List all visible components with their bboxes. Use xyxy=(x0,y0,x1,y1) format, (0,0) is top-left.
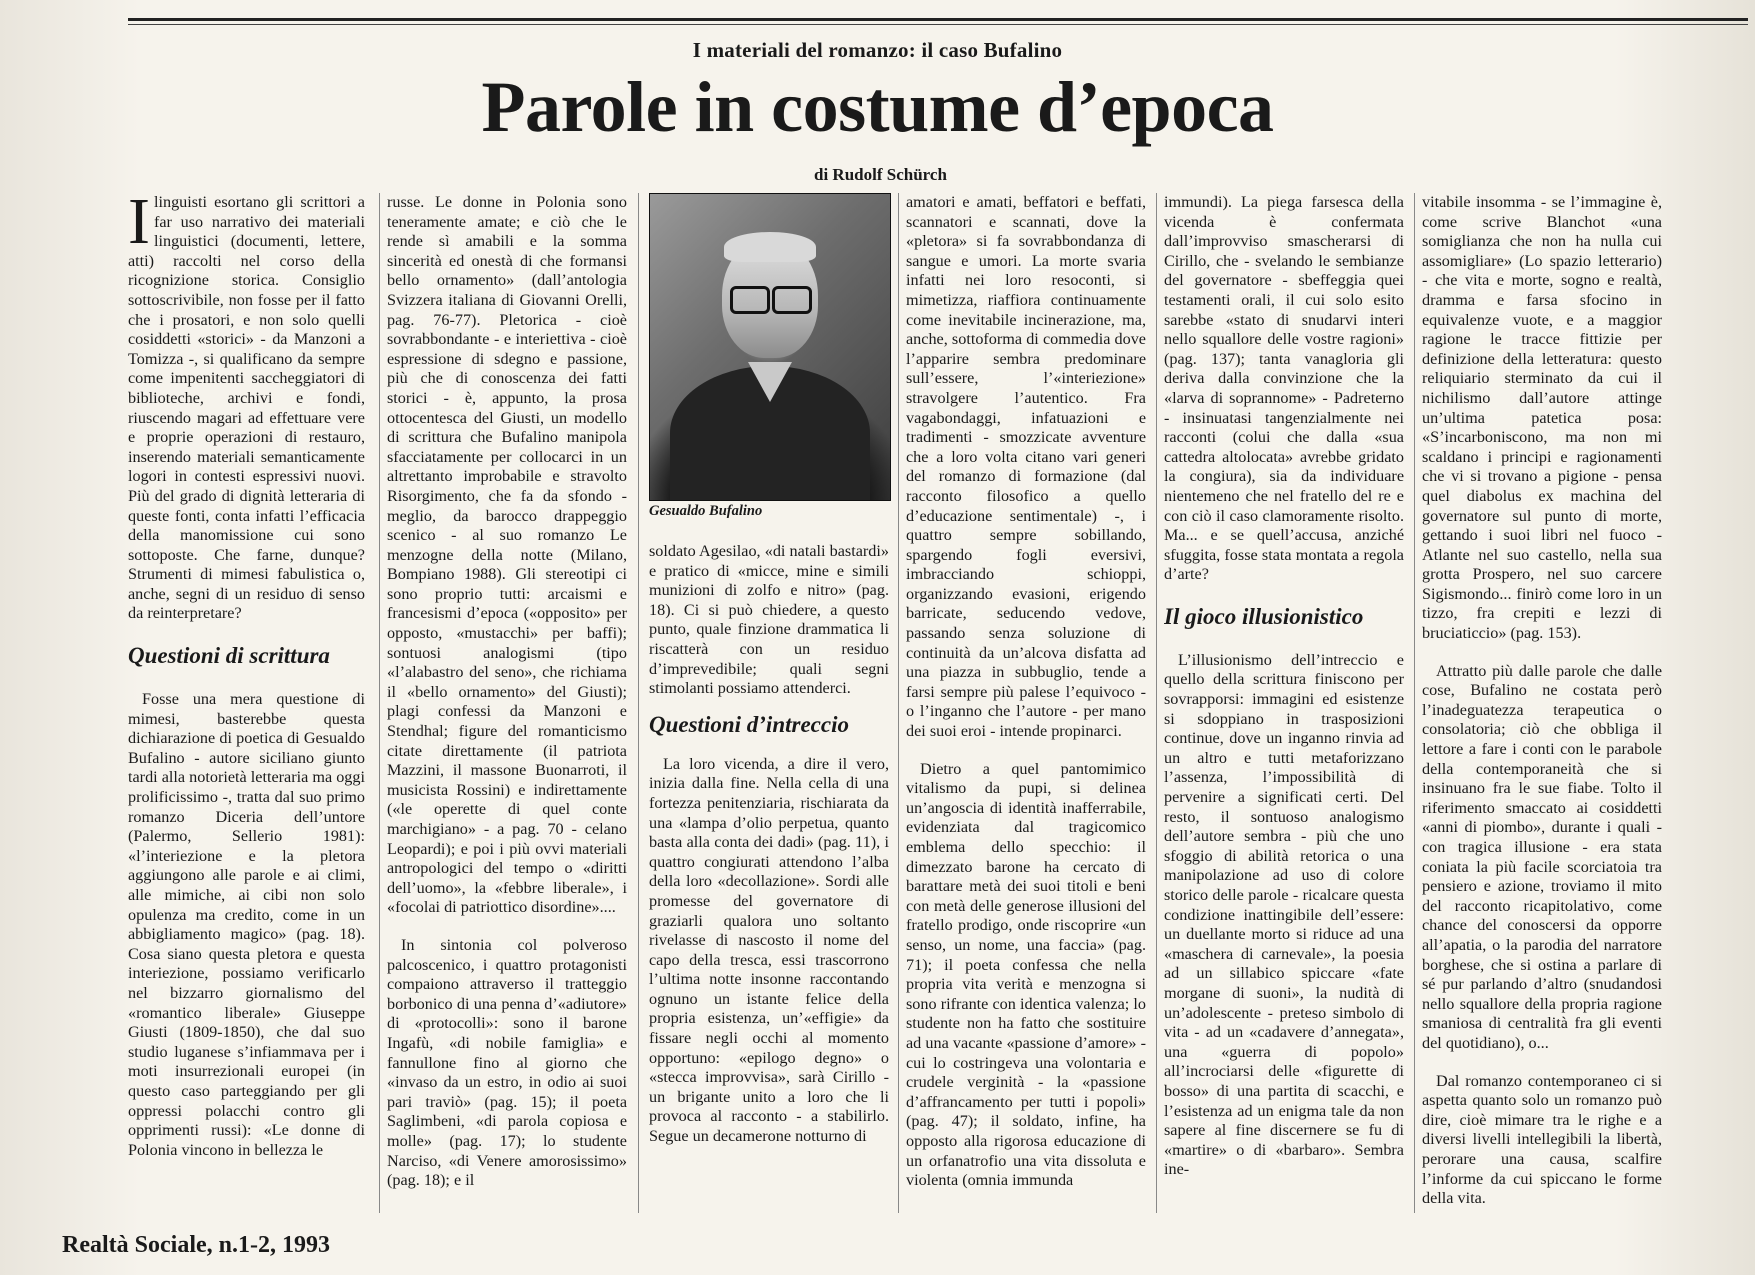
author-photo xyxy=(649,193,891,501)
top-rule xyxy=(128,18,1748,21)
photo-caption: Gesualdo Bufalino xyxy=(649,503,763,519)
column-divider xyxy=(1156,193,1157,1213)
column-5-paragraph-1: immundi). La piega farsesca della vicenda è confermata dall’improvviso smascherarsi di Cirillo, che - svelando le sembianze del governatore - sbeffeggia quei testamenti orali, il cui solo esito sarebbe «stato di snudarvi interi nello squallore delle vostre ragioni» (pag. 137); tanta vanagloria gli deriva dalla convinzione che la «larva di soprannome» - Padreterno - insinuatasi tangenzialmente nei racconti (colui che dalla «sua cattedra altolocata» avrebbe gridato la congiura), sia da individuare nientemeno che nel fratello del re e con ciò il caso clamoramente risolto. Ma... e se quell’accusa, anziché sfuggita, fosse stata montata a regola d’arte? xyxy=(1164,193,1404,584)
column-5-paragraph-2: L’illusionismo dell’intreccio e quello della scrittura finiscono per sovrapporsi: immagini ed esistenze si sdoppiano in trasposizioni continue, dove un inganno rinvia ad un altro e tutti metaforizzano l’assenza, l’impossibilità di pervenire a significati certi. Del resto, il sontuoso analogismo dell’autore sembra - più che uno sfoggio di abilità retorica o una manipolazione ad uso di colore storico delle parole - ricalcare questa condizione inattingibile dell’essere: un duellante morto si riduce ad una «maschera di carnevale», la poesia ad un sillabico spiccare «fate morgane di suoni», la nudità di un’adolescente - preteso simbolo di vita - ad un «cadavere d’annegata», una «guerra di popolo» all’incrociarsi delle «figurette di bosso» di una partita di scacchi, e l’esistenza ad un enigma tale da non sapere al fine discernere se fu di «martire» o di «barbaro». Sembra ine- xyxy=(1164,650,1404,1179)
column-4-paragraph-2: Dietro a quel pantomimico vitalismo da pupi, si delinea un’angoscia di identità inafferrabile, evidenziata dal tragicomico emblema dello specchio: il dimezzato barone ha cercato di barattare metà dei suoi titoli e beni con metà delle generose illusioni del fratello prodigo, onde riscoprire «un senso, un nome, una faccia» (pag. 71); il poeta confessa che nella propria vita verità e menzogna si sono rifrante con identica valenza; lo studente non ha fatto che sostituire ad una vacante «passione d’amore» - cui lo costringeva una volontaria e crudele verginità - la «passione d’affrancamento per tutti i popoli» (pag. 47); il soldato, infine, ha opposto alla rigorosa educazione di un orfanatrofio una vita dissoluta e violenta (omnia immunda xyxy=(906,759,1146,1190)
article-kicker: I materiali del romanzo: il caso Bufalino xyxy=(692,38,1063,62)
column-2-paragraph-1: russe. Le donne in Polonia sono teneramente amate; e ciò che le rende sì amabili e la somma sincerità ed onestà di che formansi bello ornamento» (dall’antologia Svizzera italiana di Giovanni Orelli, pag. 76-77). Pletorica - cioè sovrabbondante - e interiettiva - cioè espressione di sdegno e passione, più che di conoscenza dei fatti storici - è, appunto, la prosa ottocentesca del Giusti, un modello di scrittura che Bufalino manipola sfacciatamente per collocarci in un altrettanto improbabile e stravolto Risorgimento, che fa da sfondo - meglio, da barocco drappeggio scenico - al suo romanzo Le menzogne della notte (Milano, Bompiano 1988). Gli stereotipi ci sono proprio tutti: arcaismi e francesismi d’epoca («opposito» per opposto, «mustacchi» per baffi); sontuosi analogismi (tipo «l’alabastro del seno», che richiama il «bello ornamento» del Giusti); plagi confessi da Manzoni e Stendhal; figure del romanticismo citate direttamente (il patriota Mazzini, il massone Buonarroti, il musicista Rossini) e indirettamente («le operette di quel conte marchigiano» - a pag. 70 - celano Leopardi); e poi i più ovvi materiali antropologici del tempo o «diritti dell’uomo», la «febbre liberale», i «focolai di patriottico disordine».... xyxy=(387,193,627,917)
column-3-paragraph-2: La loro vicenda, a dire il vero, inizia dalla fine. Nella cella di una fortezza penitenziaria, rischiarata da una «lampa d’olio perpetua, quanto basta alla conta dei dadi» (pag. 11), i quattro congiurati attendono l’alba della loro «decollazione». Sordi alle promesse del governatore di graziarli qualora uno soltanto rivelasse di nascosto il nome del capo della tresca, essi trascorrono l’ultima notte insonne raccontando ognuno un istante felice della propria esistenza, un’«effigie» da fissare negli occhi al momento opportuno: «epilogo degno» o «stecca improvvisa», sarà Cirillo - un brigante unito a loro che li provoca al racconto - a stabilirlo. Segue un decamerone notturno di xyxy=(649,754,889,1146)
drop-cap: I xyxy=(128,193,150,258)
column-1 xyxy=(128,193,365,1213)
column-4 xyxy=(906,193,1146,1213)
column-6-paragraph-2: Attratto più dalle parole che dalle cose, Bufalino ne costata però l’inadeguatezza terapeutica o consolatoria; ciò che obbliga il lettore a fare i conti con le parabole della contemporaneità che si insinuano fra le sue fiabe. Tolto il riferimento smaccato ai cosiddetti «anni di piombo», durante i quali - con tragica illusione - era stata coniata la più facile scorciatoia tra pensiero e azione, troviamo il mito del racconto ricapitolativo, come chance del conoscersi da opporre all’apatia, o la parodia del narratore borghese, che si ostina a parlare di sé pur parlando d’altro (snudandosi nello squallore della propria ragione smaniosa di centralità fra gli eventi del quotidiano), o... xyxy=(1422,661,1662,1052)
column-5 xyxy=(1164,193,1404,1213)
subheading-il-gioco-illusionistico: Il gioco illusionistico xyxy=(1164,603,1364,629)
column-2-paragraph-2: In sintonia col polveroso palcoscenico, i quattro protagonisti compaiono attraverso il tratteggio borbonico di una penna d’«adiutore» di «protocolli»: sono il barone Ingafù, «di nobile famiglia» e fannullone fino al giorno che «invaso da un estro, in odio ai suoi pari traviò» (pag. 15); il poeta Saglimbeni, «di parola copiosa e molle» (pag. 17); lo studente Narciso, «di Venere amorosissimo» (pag. 18); e il xyxy=(387,935,627,1190)
top-rule-thin xyxy=(128,24,1748,25)
column-1-paragraph-1: Ilinguisti esortano gli scrittori a far uso narrativo dei materiali linguistici (documenti, lettere, atti) raccolti nel corso della ricognizione storica. Consiglio sottoscrivibile, non fosse per il fatto che i prosatori, e non solo quelli cosiddetti «storici» - da Manzoni a Tomizza -, si qualificano da sempre come impenitenti saccheggiatori di biblioteche, archivi e fondi, riuscendo magari ad effettuare vere e proprie operazioni di restauro, inserendo materiali semanticamente logori in contesti espressivi nuovi. Più del grado di dignità letteraria di queste fonti, conta infatti l’efficacia della manomissione cui sono sottoposte. Che farne, dunque? Strumenti di mimesi fabulistica o, anche, segni di un residuo di senso da reinterpretare? xyxy=(128,193,365,623)
column-2 xyxy=(387,193,627,1213)
column-1-paragraph-2: Fosse una mera questione di mimesi, basterebbe questa dichiarazione di poetica di Gesualdo Bufalino - autore siciliano giunto tardi alla notorietà letteraria ma oggi prolificissimo -, tratta dal suo primo romanzo Diceria dell’untore (Palermo, Sellerio 1981): «l’interiezione e la pletora aggiungono alle parole e ai climi, alle mimiche, ai cibi non solo opulenza ma credito, come in un abbigliamento magico» (pag. 18). Cosa siano questa pletora e questa interiezione, possiamo verificarlo nel bizzarro giornalismo del «romantico liberale» Giuseppe Giusti (1809-1850), che dal suo studio luganese s’infiammava per i moti insurrezionali europei (in questo caso parteggiando per gli oppressi polacchi contro gli opprimenti russi): «Le donne di Polonia vincono in bellezza le xyxy=(128,690,365,1159)
article-byline: di Rudolf Schürch xyxy=(814,165,947,184)
column-3-paragraph-1: soldato Agesilao, «di natali bastardi» e pratico di «micce, mine e simili munizioni di zolfo e nitro» (pag. 18). Ci si può chiedere, a questo punto, quale finzione drammatica li riscatterà con un residuo d’imprevedibile; quali segni stimolanti possiamo attenderci. xyxy=(649,542,889,698)
source-footer: Realtà Sociale, n.1-2, 1993 xyxy=(62,1232,330,1258)
column-4-paragraph-1: amatori e amati, beffatori e beffati, scannatori e scannati, dove la «pletora» si fa sovrabbondanza di sangue e umori. La morte svaria infatti nei loro resoconti, si mimetizza, riaffiora continuamente come inevitabile incinerazione, ma, anche, sottoforma di commedia dove l’apparire sembra predominare sull’essere, l’«interiezione» stravolgere l’autentico. Fra vagabondaggi, infatuazioni e tradimenti - smozzicate avventure che a loro volta citano vari generi del romanzo di formazione (dal racconto filosofico a quello d’educazione sentimentale) -, i quattro sempre sobillando, spargendo fogli eversivi, imbracciando schioppi, organizzando evasioni, erigendo barricate, seducendo vedove, passando senza soluzione di continuità da un’alcova disfatta ad una piazza in subbuglio, tende a farsi sempre più palese l’equivoco - o l’inganno che l’autore - per mano dei suoi eroi - intende propinarci. xyxy=(906,193,1146,741)
photo-glasses xyxy=(730,286,812,308)
subheading-questioni-di-scrittura: Questioni di scrittura xyxy=(128,643,330,669)
column-divider xyxy=(379,193,380,1213)
column-divider xyxy=(638,193,639,1213)
subheading-questioni-d-intreccio: Questioni d’intreccio xyxy=(649,711,849,737)
column-divider xyxy=(1414,193,1415,1213)
column-6 xyxy=(1422,193,1662,1213)
column-divider xyxy=(898,193,899,1213)
column-3 xyxy=(649,542,889,1222)
article-headline: Parole in costume d’epoca xyxy=(481,67,1274,147)
photo-hair xyxy=(724,232,816,262)
column-6-paragraph-1: vitabile insomma - se l’immagine è, come scrive Blanchot «una somiglianza che non ha nulla cui assomigliare» (Lo spazio letterario) - che vita e morte, sogno e realtà, dramma e farsa sfocino in equivalenze vuote, e a maggior ragione le tracce fittizie per definizione della letteratura: questo reliquiario sterminato da cui il nichilismo dall’autore attinge un’ultima patetica posa: «S’incarboniscono, ma non mi scaldano i principi e ragionamenti che vi si trovano a pigione - pensa quel diabolus ex machina del governatore sul punto di morte, gettando i suoi libri nel fuoco - Atlante nel suo castello, nella sua grotta Prospero, nel suo carcere Sigismondo... finirò come loro in un tizzo, fra crepiti e lezzi di bruciaticcio» (pag. 153). xyxy=(1422,193,1662,643)
column-6-paragraph-3: Dal romanzo contemporaneo ci si aspetta quanto solo un romanzo può dire, cioè mimare tra le righe e a diversi livelli intellegibili la libertà, perorare una causa, scalfire l’informe da cui spiccano le forme della vita. xyxy=(1422,1071,1662,1208)
